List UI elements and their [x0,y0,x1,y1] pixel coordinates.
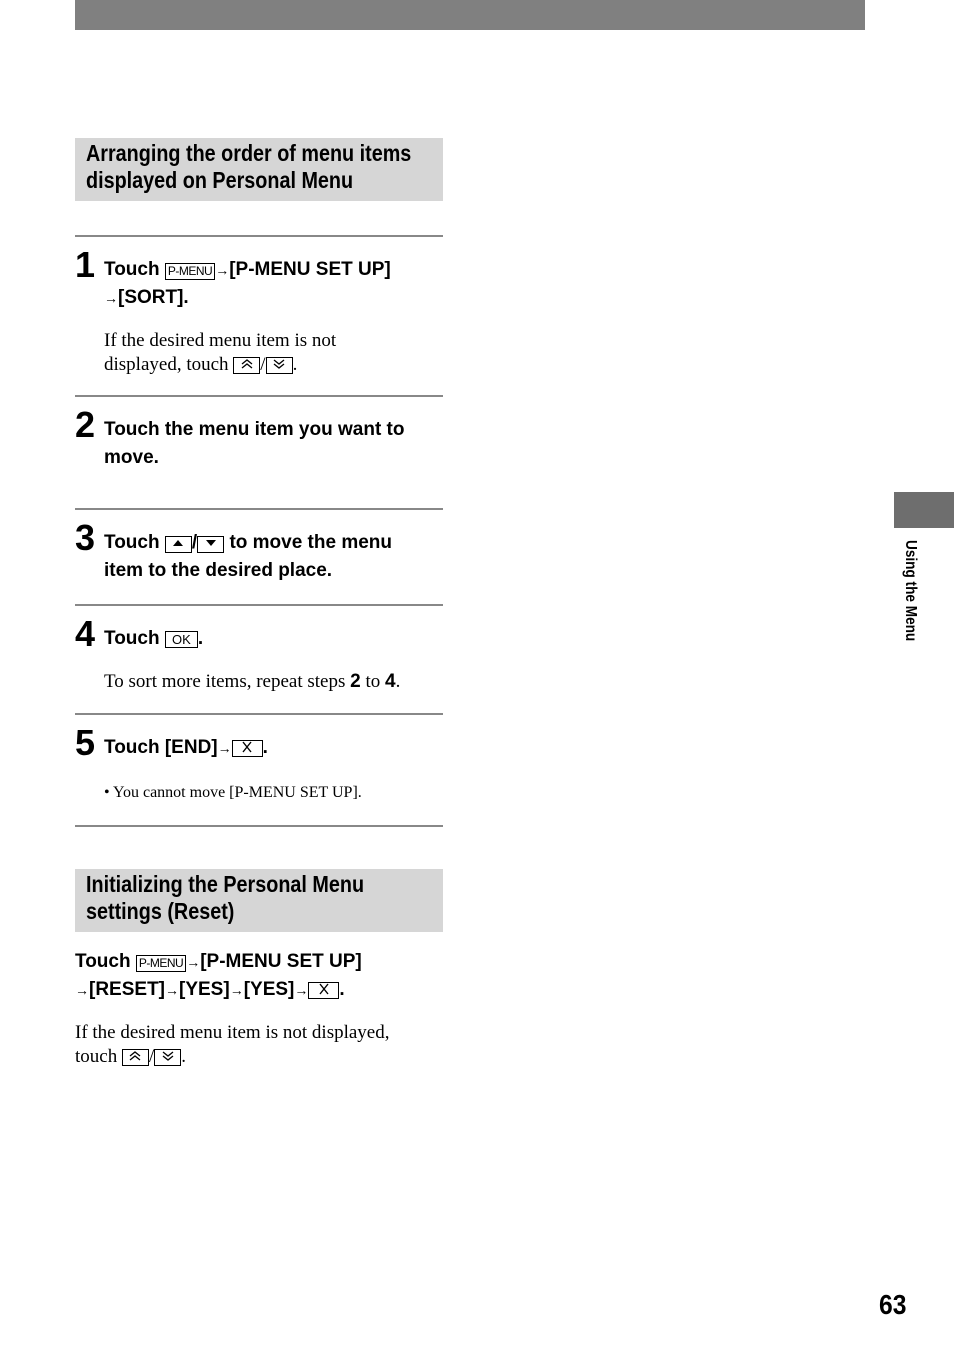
step-note: • You cannot move [P-MENU SET UP]. [104,784,362,801]
up-triangle-icon [165,536,192,553]
divider [75,713,443,715]
page-up-icon [233,357,260,374]
bullet: • [104,784,110,801]
p-menu-icon: P-MENU [136,955,186,972]
step-number: 4 [75,613,96,654]
section-heading-line1: Arranging the order of menu items [86,140,412,166]
page-number: 63 [879,1289,907,1320]
page-down-icon [154,1049,181,1066]
divider [75,508,443,510]
arrow-icon: → [165,982,179,998]
page-down-icon [266,357,293,374]
reset-description: If the desired menu item is not displayed, touch / . [75,1022,390,1067]
close-icon [308,982,339,999]
divider [75,395,443,397]
step-description: If the desired menu item is not displayed, touch / . [104,330,337,375]
divider [75,604,443,606]
section-heading-arranging [75,138,443,201]
arrow-icon: → [186,954,201,970]
p-menu-icon: P-MENU [165,263,215,280]
step-number: 3 [75,517,96,558]
step-instruction: Touch OK . [104,628,204,649]
down-triangle-icon [197,536,224,553]
reset-instruction: Touch P-MENU →[P-MENU SET UP] →[RESET]→[YES]→[YES]→ . [75,951,362,1000]
arrow-icon: → [229,982,244,998]
divider [75,825,443,827]
section-heading-line2: settings (Reset) [86,898,235,924]
chapter-label: Using the Menu [902,540,919,642]
step-instruction: Touch the menu item you want to move. [104,419,405,468]
close-icon [232,740,263,757]
ok-icon: OK [165,631,198,648]
divider [75,235,443,237]
step-instruction: Touch P-MENU →[P-MENU SET UP] →[SORT]. [104,259,391,308]
page-up-icon [122,1049,149,1066]
arrow-icon: → [104,290,118,306]
chapter-tab [894,492,954,528]
step-instruction: Touch [END]→ . [104,737,268,758]
arrow-icon: → [217,740,232,756]
arrow-icon: → [294,982,309,998]
step-number: 5 [75,722,96,763]
arrow-icon: → [75,982,89,998]
step-instruction: Touch / to move the menu item to the desired place. [104,532,393,581]
section-heading-initializing [75,869,443,932]
step-number: 2 [75,404,96,445]
step-description: To sort more items, repeat steps 2 to 4. [104,671,401,692]
section-heading-line2: displayed on Personal Menu [86,167,354,193]
section-heading-line1: Initializing the Personal Menu [86,871,365,897]
header-bar [75,0,865,30]
step-number: 1 [75,244,96,285]
arrow-icon: → [215,262,230,278]
